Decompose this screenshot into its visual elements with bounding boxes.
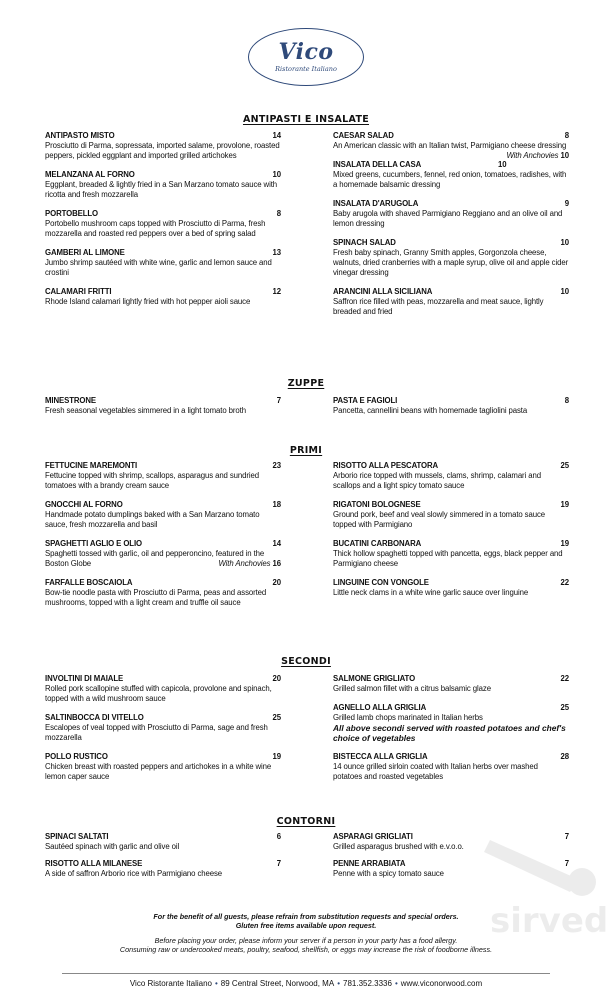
item-description: Fresh seasonal vegetables simmered in a light tomato broth	[45, 406, 246, 415]
item-description: Baby arugola with shaved Parmigiano Reggiano and an olive oil and lemon dressing	[333, 209, 563, 228]
item-price: 7	[276, 396, 281, 405]
item-description: Prosciutto di Parma, sopressata, imported salame, provolone, roasted peppers, pickled eggplant and imported grilled artichokes	[45, 141, 280, 160]
item-name: ANTIPASTO MISTO	[45, 131, 115, 140]
bullet-separator: •	[394, 979, 398, 988]
item-price: 8	[564, 396, 569, 405]
item-variant: With Anchovies 10	[506, 151, 569, 160]
item-description: Rhode Island calamari lightly fried with hot pepper aioli sauce	[45, 297, 251, 306]
item-name: FARFALLE BOSCAIOLA	[45, 578, 133, 587]
item-price: 10	[497, 160, 507, 169]
item-description: Grilled salmon fillet with a citrus balsamic glaze	[333, 684, 491, 693]
menu-item	[45, 170, 281, 200]
item-description: Fresh baby spinach, Granny Smith apples, Gorgonzola cheese, walnuts, dried cranberries with a maple syrup, olive oil and apple cider vinegar dressing	[333, 248, 569, 277]
item-name: RISOTTO ALLA PESCATORA	[333, 461, 439, 470]
footer-restaurant-name: Vico Ristorante Italiano	[129, 979, 212, 988]
footer-address: 89 Central Street, Norwood, MA	[220, 979, 335, 988]
menu-item	[45, 248, 281, 278]
item-description: Eggplant, breaded & lightly fried in a San Marzano tomato sauce with ricotta and fresh mozzarella	[45, 180, 278, 199]
menu-item	[333, 674, 569, 694]
section-title-secondi: SECONDI	[281, 656, 331, 667]
item-name: GNOCCHI AL FORNO	[45, 500, 123, 509]
item-price: 25	[560, 703, 569, 712]
item-price: 20	[272, 674, 281, 683]
item-price: 14	[272, 539, 281, 548]
menu-item	[333, 160, 569, 190]
item-price: 19	[560, 500, 569, 509]
allergy-note: Before placing your order, please inform your server if a person in your party has a food allergy.	[154, 936, 458, 945]
menu-item	[45, 832, 281, 852]
item-price: 23	[272, 461, 281, 470]
item-price: 20	[272, 578, 281, 587]
item-name: PASTA E FAGIOLI	[333, 396, 398, 405]
item-description: Chicken breast with roasted peppers and artichokes in a white wine lemon caper sauce	[45, 762, 272, 781]
item-price: 22	[560, 578, 569, 587]
item-price: 10	[560, 238, 569, 247]
menu-item	[45, 539, 281, 569]
item-name: LINGUINE CON VONGOLE	[333, 578, 429, 587]
item-description: Bow-tie noodle pasta with Prosciutto di Parma, peas and assorted mushrooms, topped with a light cream and truffle oil sauce	[45, 588, 267, 607]
secondi-served-note: All above secondi served with roasted potatoes and chef's choice of vegetables	[333, 723, 566, 743]
item-name: SALMONE GRIGLIATO	[333, 674, 416, 683]
item-name: RIGATONI BOLOGNESE	[333, 500, 421, 509]
item-description: Arborio rice topped with mussels, clams, shrimp, calamari and scallops and a light spicy tomato sauce	[333, 471, 541, 490]
item-name: BISTECCA ALLA GRIGLIA	[333, 752, 428, 761]
footer-website[interactable]: www.viconorwood.com	[400, 979, 483, 988]
item-price: 13	[272, 248, 281, 257]
menu-item	[45, 209, 281, 239]
zuppe-right-column	[333, 396, 569, 425]
item-description: Sautéed spinach with garlic and olive oil	[45, 842, 180, 851]
menu-item	[45, 578, 281, 608]
item-price: 8	[564, 131, 569, 140]
item-price: 9	[564, 199, 569, 208]
menu-item	[333, 238, 569, 278]
item-description: Fettucine topped with shrimp, scallops, asparagus and sundried tomatoes with a brandy cream sauce	[45, 471, 259, 490]
item-description: Handmade potato dumplings baked with a San Marzano tomato sauce, fresh mozzarella and basil	[45, 510, 260, 529]
item-price: 19	[560, 539, 569, 548]
substitution-note: For the benefit of all guests, please refrain from substitution requests and special orders.	[153, 912, 459, 921]
menu-item	[333, 396, 569, 416]
section-title-antipasti: ANTIPASTI E INSALATE	[242, 114, 370, 125]
item-price: 25	[560, 461, 569, 470]
menu-item	[333, 500, 569, 530]
contorni-left-column	[45, 832, 281, 888]
item-price: 7	[276, 859, 281, 868]
menu-item	[45, 500, 281, 530]
section-title-contorni: CONTORNI	[276, 816, 336, 827]
menu-item	[333, 703, 569, 743]
menu-item	[45, 713, 281, 743]
item-description: Escalopes of veal topped with Prosciutto di Parma, sage and fresh mozzarella	[45, 723, 268, 742]
menu-item	[333, 131, 569, 160]
menu-item	[45, 131, 281, 161]
item-price: 7	[564, 832, 569, 841]
item-variant: With Anchovies 16	[218, 559, 281, 568]
item-name: BUCATINI CARBONARA	[333, 539, 422, 548]
item-name: MINESTRONE	[45, 396, 96, 405]
section-title-zuppe: ZUPPE	[287, 378, 325, 389]
item-description: A side of saffron Arborio rice with Parmigiano cheese	[45, 869, 223, 878]
item-description: Jumbo shrimp sautéed with white wine, garlic and lemon sauce and crostini	[45, 258, 272, 277]
svg-text:sirved: sirved	[490, 901, 609, 940]
menu-item	[45, 752, 281, 782]
primi-right-column	[333, 461, 569, 607]
item-description: Grilled asparagus brushed with e.v.o.o.	[333, 842, 464, 851]
zuppe-left-column	[45, 396, 281, 425]
item-description: Grilled lamb chops marinated in Italian herbs	[333, 713, 483, 722]
item-price: 8	[276, 209, 281, 218]
item-name: MELANZANA AL FORNO	[45, 170, 135, 179]
antipasti-left-column	[45, 131, 281, 316]
restaurant-logo	[248, 28, 364, 86]
menu-item	[333, 578, 569, 598]
item-description: An American classic with an Italian twist, Parmigiano cheese dressing With Anchovies 10	[333, 141, 569, 160]
gluten-free-note: Gluten free items available upon request.	[235, 921, 377, 930]
footer-divider	[62, 973, 550, 974]
item-description: Saffron rice filled with peas, mozzarella and meat sauce, lightly breaded and fried	[333, 297, 544, 316]
item-name: SPAGHETTI AGLIO E OLIO	[45, 539, 142, 548]
item-price: 6	[276, 832, 281, 841]
bullet-separator: •	[337, 979, 340, 988]
item-price: 28	[560, 752, 569, 761]
item-name: AGNELLO ALLA GRIGLIA	[333, 703, 427, 712]
item-name: CALAMARI FRITTI	[45, 287, 112, 296]
secondi-left-column	[45, 674, 281, 791]
contorni-right-column	[333, 832, 569, 888]
item-description: Little neck clams in a white wine garlic sauce over linguine	[333, 588, 529, 597]
item-name: PENNE ARRABIATA	[333, 859, 406, 868]
item-name: GAMBERI AL LIMONE	[45, 248, 125, 257]
item-description: Thick hollow spaghetti topped with pancetta, eggs, black pepper and Parmigiano cheese	[333, 549, 563, 568]
menu-item	[333, 752, 569, 782]
menu-item	[45, 859, 281, 879]
bullet-separator: •	[214, 979, 218, 988]
item-name: INVOLTINI DI MAIALE	[45, 674, 124, 683]
item-name: SALTINBOCCA DI VITELLO	[45, 713, 144, 722]
menu-notes	[0, 912, 612, 954]
item-description: 14 ounce grilled sirloin coated with Italian herbs over mashed potatoes and roasted vegetables	[333, 762, 538, 781]
item-name: ASPARAGI GRIGLIATI	[333, 832, 413, 841]
item-price: 19	[272, 752, 281, 761]
item-price: 10	[272, 170, 281, 179]
menu-item	[333, 859, 569, 879]
item-name: INSALATA DELLA CASA	[333, 160, 422, 169]
section-title-primi: PRIMI	[289, 445, 323, 456]
menu-item	[45, 674, 281, 704]
footer-phone: 781.352.3336	[343, 979, 392, 988]
item-price: 18	[272, 500, 281, 509]
item-price: 12	[272, 287, 281, 296]
item-price: 14	[272, 131, 281, 140]
item-price: 22	[560, 674, 569, 683]
item-name: SPINACI SALTATI	[45, 832, 109, 841]
item-name: FETTUCINE MAREMONTI	[45, 461, 138, 470]
item-name: PORTOBELLO	[45, 209, 99, 218]
footer-contact	[0, 979, 612, 988]
menu-item	[333, 832, 569, 852]
item-name: INSALATA D'ARUGOLA	[333, 199, 419, 208]
food-safety-note: Consuming raw or undercooked meats, poultry, seafood, shellfish, or eggs may increase the risk of foodborne illness.	[119, 945, 493, 954]
item-name: POLLO RUSTICO	[45, 752, 108, 761]
logo-name: Vico	[278, 39, 334, 65]
item-description: Mixed greens, cucumbers, fennel, red onion, tomatoes, radishes, with a homemade balsamic dressing	[333, 170, 567, 189]
secondi-right-column	[333, 674, 569, 791]
item-description: Ground pork, beef and veal slowly simmered in a tomato sauce topped with Parmigiano	[333, 510, 545, 529]
item-price: 7	[564, 859, 569, 868]
logo-subtitle: Ristorante Italiano	[275, 65, 337, 73]
menu-item	[333, 199, 569, 229]
item-name: CAESAR SALAD	[333, 131, 394, 140]
item-description: Rolled pork scallopine stuffed with capicola, provolone and spinach, topped with a wild mushroom sauce	[45, 684, 272, 703]
menu-item	[45, 396, 281, 416]
primi-left-column	[45, 461, 281, 617]
item-name: RISOTTO ALLA MILANESE	[45, 859, 143, 868]
item-description: Portobello mushroom caps topped with Prosciutto di Parma, fresh mozzarella and roasted red peppers over a bed of spring salad	[45, 219, 266, 238]
item-price: 10	[560, 287, 569, 296]
menu-item	[333, 287, 569, 317]
menu-item	[45, 287, 281, 307]
item-description: Spaghetti tossed with garlic, oil and pepperoncino, featured in the Boston Globe With Anchovies 16	[45, 549, 281, 568]
menu-item	[333, 539, 569, 569]
item-name: ARANCINI ALLA SICILIANA	[333, 287, 433, 296]
item-name: SPINACH SALAD	[333, 238, 396, 247]
item-description: Pancetta, cannellini beans with homemade tagliolini pasta	[333, 406, 528, 415]
menu-item	[333, 461, 569, 491]
menu-item	[45, 461, 281, 491]
antipasti-right-column	[333, 131, 569, 326]
item-price: 25	[272, 713, 281, 722]
item-description: Penne with a spicy tomato sauce	[333, 869, 444, 878]
